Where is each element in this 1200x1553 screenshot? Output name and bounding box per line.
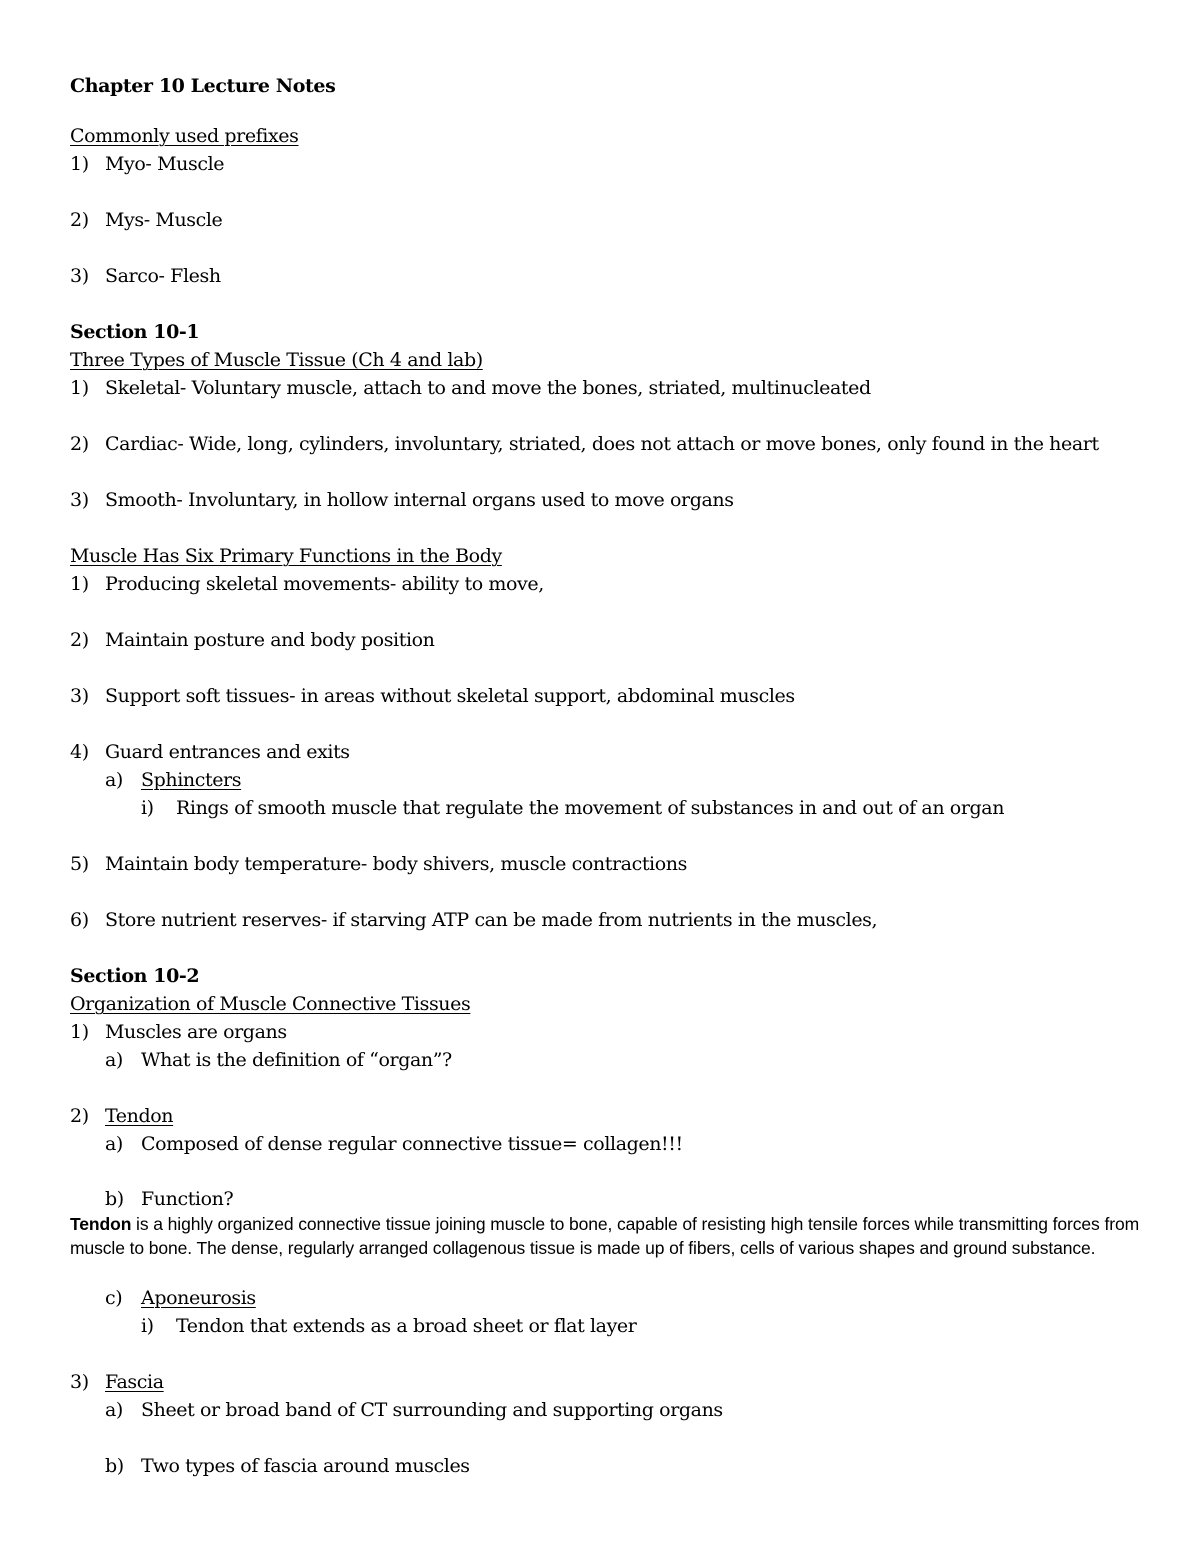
sublist-letter: a) — [105, 1399, 123, 1421]
list-item: Guard entrances and exits — [105, 741, 350, 763]
list-item: Store nutrient reserves- if starving ATP can be made from nutrients in the muscles, — [105, 909, 878, 931]
list-item: Muscles are organs — [105, 1021, 287, 1043]
list-item: Support soft tissues- in areas without skeletal support, abdominal muscles — [105, 685, 795, 707]
list-number: 6) — [70, 909, 89, 931]
sublist-item: Aponeurosis — [141, 1287, 256, 1309]
sublist-letter: b) — [105, 1188, 124, 1210]
list-item: Producing skeletal movements- ability to move, — [105, 573, 544, 595]
list-item: Tendon — [105, 1105, 174, 1127]
sublist-letter: a) — [105, 769, 123, 791]
list-number: 5) — [70, 853, 89, 875]
list-number: 2) — [70, 629, 89, 651]
list-number: 3) — [70, 685, 89, 707]
tendon-definition-paragraph — [70, 1213, 1140, 1260]
sublist-roman: i) — [141, 797, 154, 819]
prefixes-heading: Commonly used prefixes — [70, 125, 299, 147]
section-heading: Section 10-1 — [70, 321, 200, 343]
list-item: Cardiac- Wide, long, cylinders, involuntary, striated, does not attach or move bones, only found in the heart — [105, 433, 1099, 455]
tendon-definition-text: is a highly organized connective tissue joining muscle to bone, capable of resisting high tensile forces while transmitting forces from muscle to bone. The dense, regularly arranged collagenous tissue is made up of fibers, cells of various shapes and ground substance. — [70, 1214, 1140, 1258]
list-item: Fascia — [105, 1371, 164, 1393]
sublist-letter: a) — [105, 1133, 123, 1155]
list-number: 1) — [70, 1021, 89, 1043]
list-number: 4) — [70, 741, 89, 763]
sublist-letter: b) — [105, 1455, 124, 1477]
sublist-item: Rings of smooth muscle that regulate the movement of substances in and out of an organ — [176, 797, 1005, 819]
sublist-letter: c) — [105, 1287, 123, 1309]
sublist-item: Tendon that extends as a broad sheet or flat layer — [176, 1315, 637, 1337]
subsection-heading: Organization of Muscle Connective Tissues — [70, 993, 471, 1015]
section-heading: Section 10-2 — [70, 965, 200, 987]
sublist-item: Sheet or broad band of CT surrounding and supporting organs — [141, 1399, 723, 1421]
subsection-heading: Three Types of Muscle Tissue (Ch 4 and lab) — [70, 349, 483, 371]
list-number: 2) — [70, 1105, 89, 1127]
sublist-item: Sphincters — [141, 769, 242, 791]
list-item: Sarco- Flesh — [105, 265, 221, 287]
sublist-item: Function? — [141, 1188, 234, 1210]
sublist-item: Two types of fascia around muscles — [141, 1455, 470, 1477]
sublist-letter: a) — [105, 1049, 123, 1071]
list-item: Mys- Muscle — [105, 209, 223, 231]
sublist-item: What is the definition of “organ”? — [141, 1049, 452, 1071]
list-item: Maintain body temperature- body shivers, muscle contractions — [105, 853, 687, 875]
list-number: 2) — [70, 433, 89, 455]
list-number: 1) — [70, 153, 89, 175]
list-number: 1) — [70, 377, 89, 399]
list-number: 3) — [70, 265, 89, 287]
list-number: 3) — [70, 1371, 89, 1393]
list-number: 2) — [70, 209, 89, 231]
tendon-term: Tendon — [70, 1214, 132, 1234]
list-item: Skeletal- Voluntary muscle, attach to and move the bones, striated, multinucleated — [105, 377, 871, 399]
list-item: Maintain posture and body position — [105, 629, 435, 651]
list-item: Smooth- Involuntary, in hollow internal organs used to move organs — [105, 489, 734, 511]
sublist-item: Composed of dense regular connective tissue= collagen!!! — [141, 1133, 683, 1155]
list-number: 3) — [70, 489, 89, 511]
list-number: 1) — [70, 573, 89, 595]
subsection-heading: Muscle Has Six Primary Functions in the Body — [70, 545, 502, 567]
list-item: Myo- Muscle — [105, 153, 225, 175]
sublist-roman: i) — [141, 1315, 154, 1337]
document-title: Chapter 10 Lecture Notes — [70, 75, 336, 97]
